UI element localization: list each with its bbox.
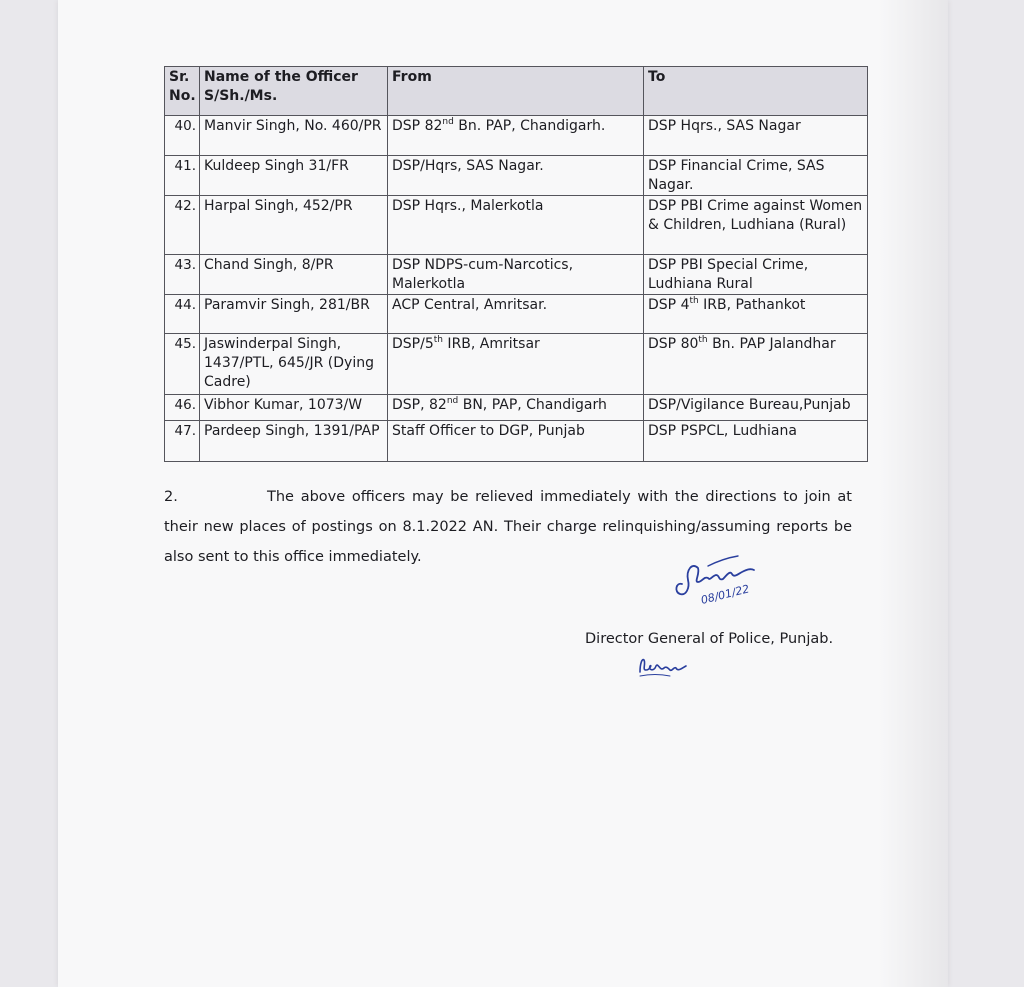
cell-sr-no: 40.	[165, 116, 200, 156]
header-to: To	[644, 67, 868, 116]
cell-officer-name: Kuldeep Singh 31/FR	[200, 156, 388, 196]
cell-sr-no: 47.	[165, 421, 200, 462]
cell-to: DSP PSPCL, Ludhiana	[644, 421, 868, 462]
cell-sr-no: 46.	[165, 395, 200, 421]
signature-date: 08/01/22	[699, 582, 751, 607]
cell-from: DSP NDPS-cum-Narcotics, Malerkotla	[388, 255, 644, 295]
postings-table	[164, 66, 868, 462]
cell-officer-name: Paramvir Singh, 281/BR	[200, 295, 388, 334]
cell-from: DSP 82nd Bn. PAP, Chandigarh.	[388, 116, 644, 156]
cell-officer-name: Pardeep Singh, 1391/PAP	[200, 421, 388, 462]
header-officer-name: Name of the Officer S/Sh./Ms.	[200, 67, 388, 116]
table-row	[165, 196, 868, 255]
page-edge-shadow	[878, 0, 948, 987]
table-row	[165, 116, 868, 156]
cell-to: DSP 4th IRB, Pathankot	[644, 295, 868, 334]
cell-to: DSP Financial Crime, SAS Nagar.	[644, 156, 868, 196]
cell-sr-no: 43.	[165, 255, 200, 295]
cell-officer-name: Vibhor Kumar, 1073/W	[200, 395, 388, 421]
paragraph-number: 2.	[164, 489, 178, 505]
cell-from: DSP Hqrs., Malerkotla	[388, 196, 644, 255]
cell-from: Staff Officer to DGP, Punjab	[388, 421, 644, 462]
handwritten-initials	[636, 650, 696, 682]
table-row	[165, 255, 868, 295]
cell-officer-name: Manvir Singh, No. 460/PR	[200, 116, 388, 156]
cell-from: DSP/5th IRB, Amritsar	[388, 334, 644, 395]
table-row	[165, 156, 868, 196]
header-sr-no: Sr. No.	[165, 67, 200, 116]
cell-sr-no: 41.	[165, 156, 200, 196]
cell-to: DSP PBI Special Crime, Ludhiana Rural	[644, 255, 868, 295]
cell-to: DSP Hqrs., SAS Nagar	[644, 116, 868, 156]
table-row	[165, 295, 868, 334]
paragraph-text: The above officers may be relieved immediately with the directions to join at their new places of postings on 8.1.2022 AN. Their charge relinquishing/assuming reports be also sent to this office immediately.	[164, 489, 852, 565]
cell-to: DSP PBI Crime against Women & Children, Ludhiana (Rural)	[644, 196, 868, 255]
cell-officer-name: Jaswinderpal Singh, 1437/PTL, 645/JR (Dying Cadre)	[200, 334, 388, 395]
cell-sr-no: 45.	[165, 334, 200, 395]
cell-from: ACP Central, Amritsar.	[388, 295, 644, 334]
postings-table-container	[164, 66, 867, 462]
cell-sr-no: 42.	[165, 196, 200, 255]
handwritten-signature	[668, 548, 778, 608]
cell-officer-name: Chand Singh, 8/PR	[200, 255, 388, 295]
table-header-row	[165, 67, 868, 116]
table-row	[165, 395, 868, 421]
cell-officer-name: Harpal Singh, 452/PR	[200, 196, 388, 255]
cell-to: DSP 80th Bn. PAP Jalandhar	[644, 334, 868, 395]
header-from: From	[388, 67, 644, 116]
signatory-designation: Director General of Police, Punjab.	[585, 631, 834, 647]
cell-from: DSP, 82nd BN, PAP, Chandigarh	[388, 395, 644, 421]
cell-to: DSP/Vigilance Bureau,Punjab	[644, 395, 868, 421]
table-row	[165, 421, 868, 462]
cell-sr-no: 44.	[165, 295, 200, 334]
cell-from: DSP/Hqrs, SAS Nagar.	[388, 156, 644, 196]
table-row	[165, 334, 868, 395]
